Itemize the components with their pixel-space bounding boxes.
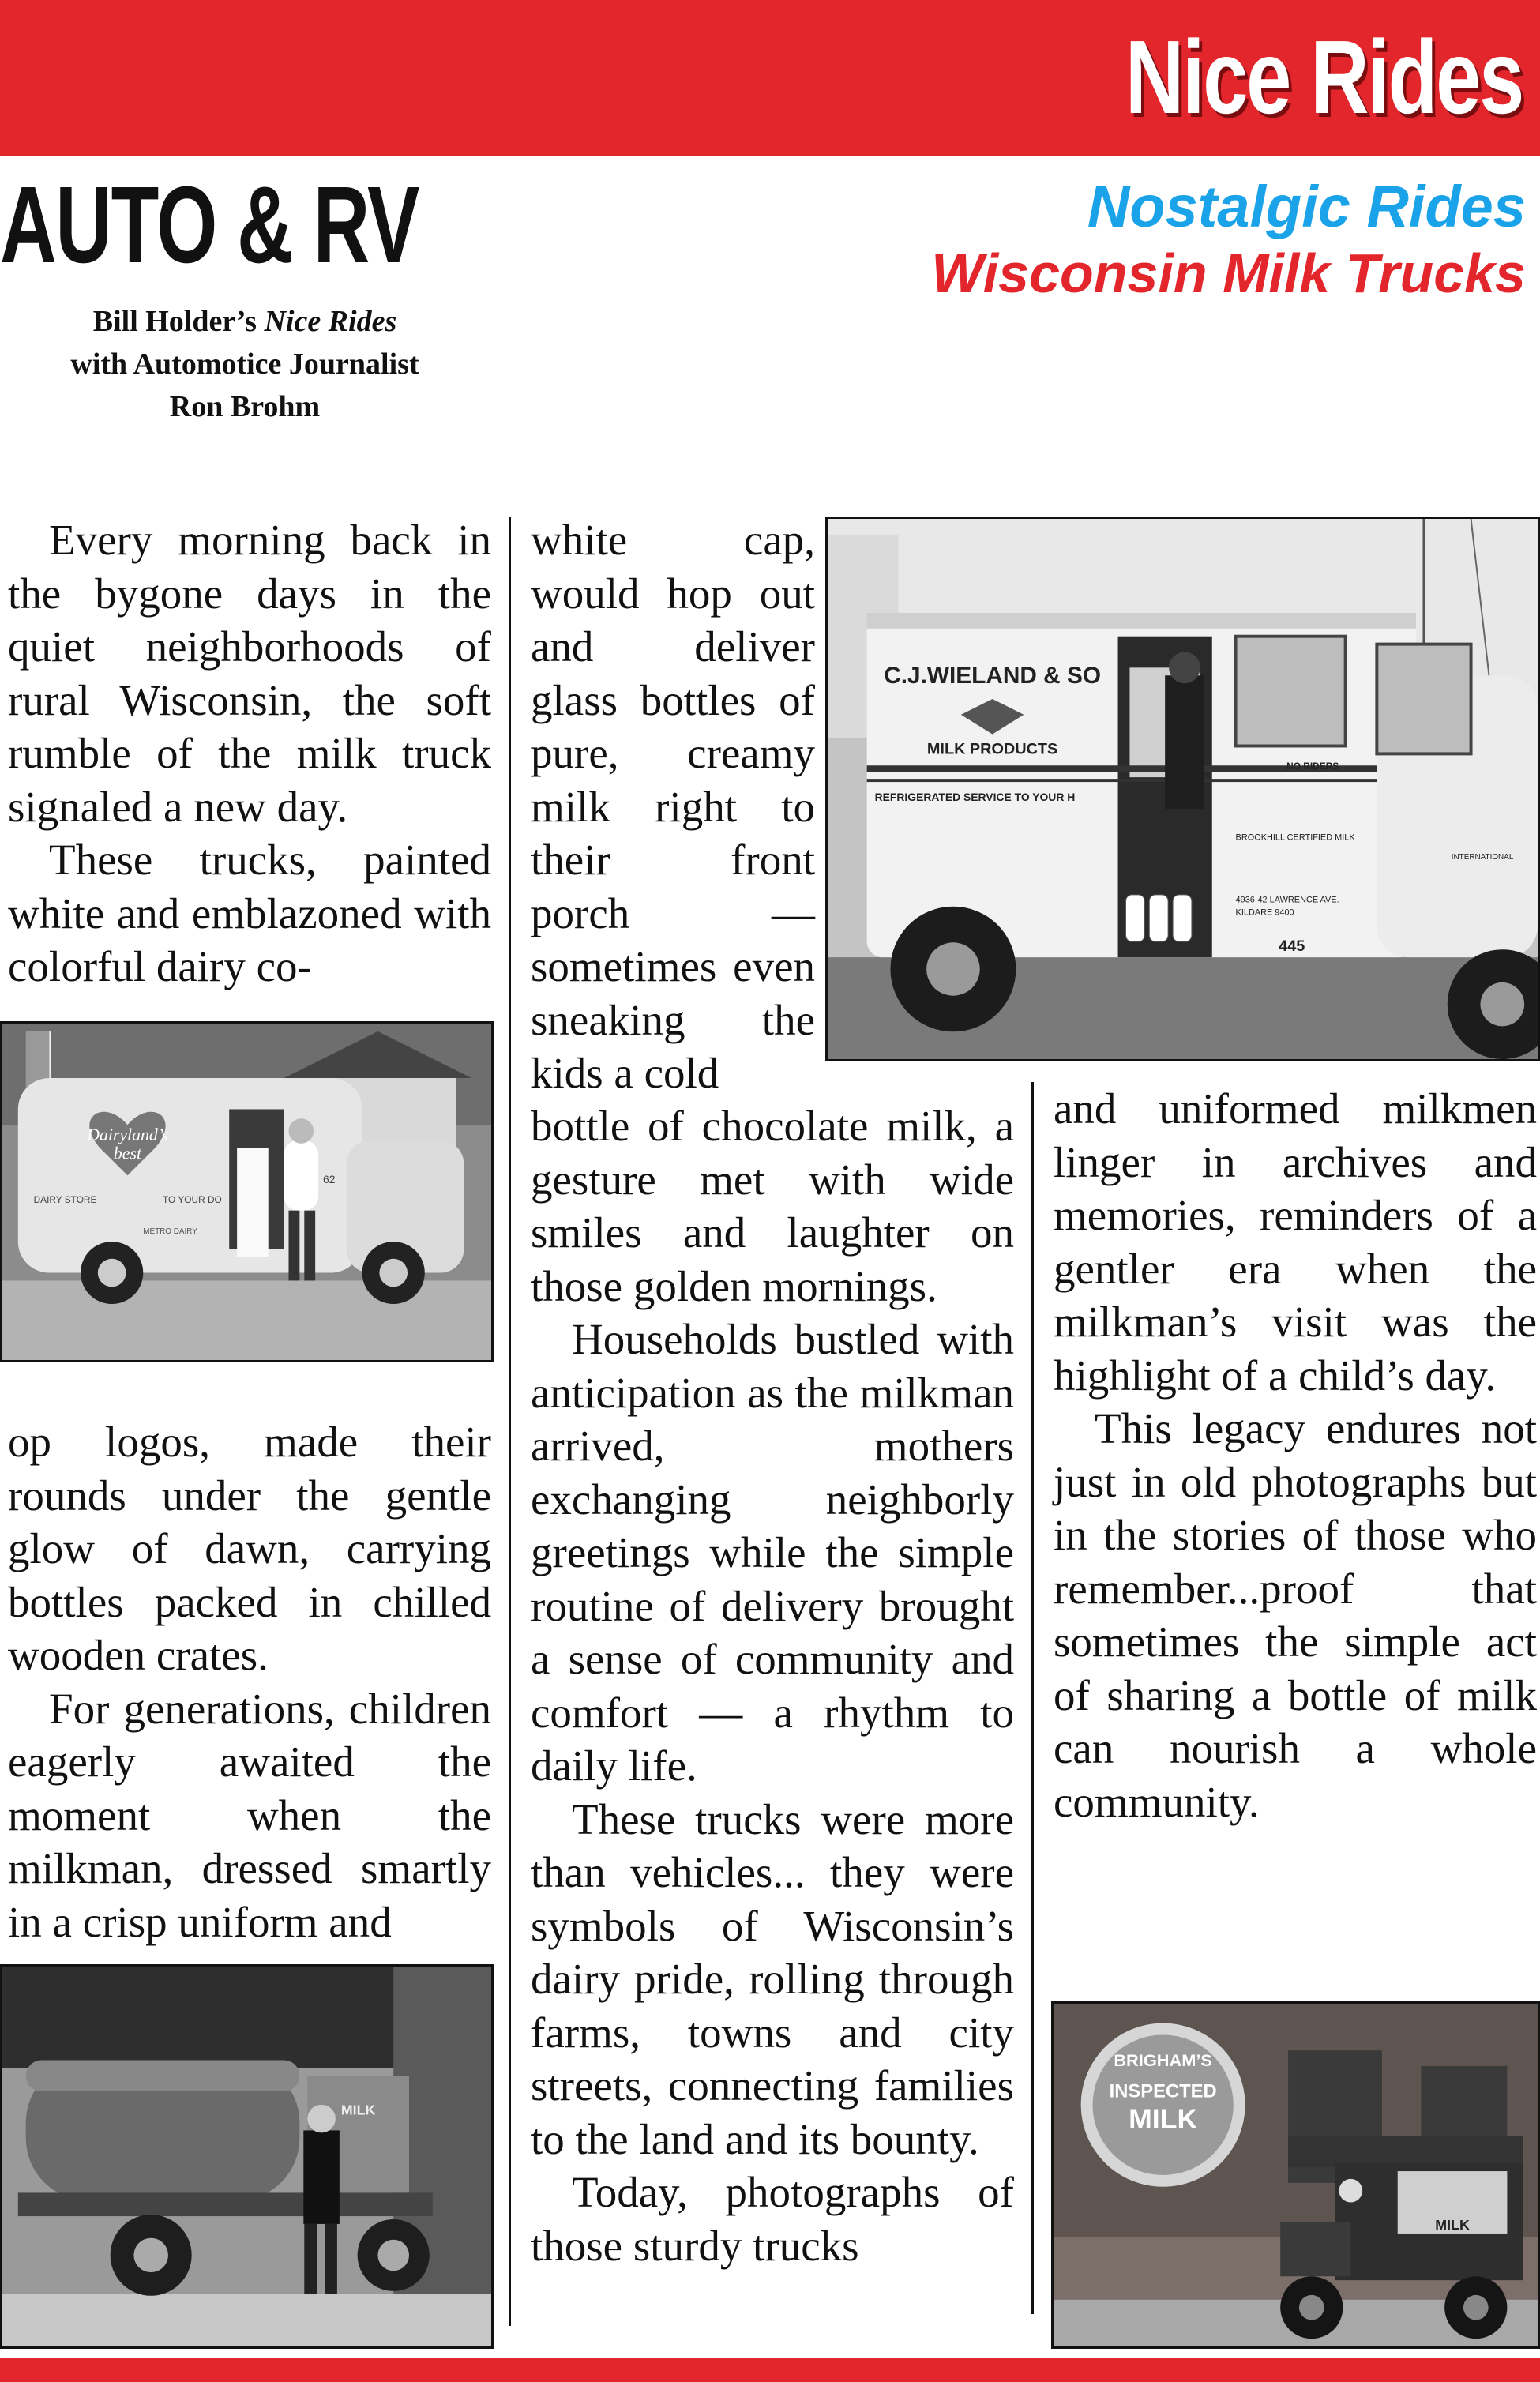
article-column-1-bottom xyxy=(8,1415,491,1948)
article-column-3 xyxy=(1054,1082,1537,1828)
footer-bar xyxy=(0,2358,1540,2382)
wieland-address: 4936-42 LAWRENCE AVE. xyxy=(1235,895,1339,905)
byline-line3: Ron Brohm xyxy=(169,390,321,423)
byline-line2: with Automotice Journalist xyxy=(70,348,419,381)
tanker-label: MILK xyxy=(340,2102,376,2118)
photo-dairyland-truck xyxy=(0,1021,494,1362)
column-rule-right xyxy=(1031,1082,1034,2314)
byline-line1: Bill Holder’s Nice Rides xyxy=(92,305,397,338)
paragraph: Households bustled with anticipation as the milkman arrived, mothers exchanging neighborly greetings while the simple routine of delivery brought a sense of community and comfort — a rhythm to daily life. xyxy=(531,1315,1014,1790)
article-column-2-wide xyxy=(531,1099,1014,2272)
dairyland-logo-line2: best xyxy=(113,1144,142,1163)
brighams-sign-milk: MILK xyxy=(1129,2102,1198,2135)
paragraph: This legacy endures not just in old photographs but in the stories of those who remember...proof that sometimes the simple act of sharing a bottle of milk can nourish a whole community. xyxy=(1054,1404,1537,1826)
paragraph: For generations, children eagerly awaited the moment when the milkman, dressed smartly in a crisp uniform and xyxy=(8,1684,491,1946)
dairyland-label-store: DAIRY STORE xyxy=(33,1193,97,1205)
paragraph: These trucks were more than vehicles... they were symbols of Wisconsin’s dairy pride, rolling through farms, towns and city streets, connecting families to the land and its bounty. xyxy=(531,1794,1014,2163)
brighams-truck-label: MILK xyxy=(1435,2217,1470,2234)
article-column-2-narrow xyxy=(531,513,815,1100)
paragraph: Today, photographs of those sturdy trucks xyxy=(531,2168,1014,2270)
wieland-products: MILK PRODUCTS xyxy=(926,740,1058,758)
byline xyxy=(0,300,490,428)
wieland-company: C.J.WIELAND & SO xyxy=(884,663,1102,689)
brighams-sign-name: BRIGHAM’S xyxy=(1114,2049,1212,2070)
dairyland-label-door: TO YOUR DO xyxy=(163,1193,222,1205)
paragraph: and uniformed milkmen linger in archives and memories, reminders of a gentler era when the milkman’s visit was the highlight of a child’s day. xyxy=(1054,1084,1537,1400)
header-banner xyxy=(0,0,1540,156)
kicker: Nostalgic Rides xyxy=(1087,174,1526,239)
dairyland-small-label: METRO DAIRY xyxy=(143,1227,197,1237)
wieland-badge: INTERNATIONAL xyxy=(1451,853,1514,862)
photo-wieland-truck xyxy=(825,517,1540,1061)
paragraph: white cap, would hop out and deliver glass bottles of pure, creamy milk right to their front porch — sometimes even sneaking the kids a cold xyxy=(531,516,815,1097)
dairyland-logo-line1: Dairyland’s xyxy=(87,1125,168,1144)
wieland-permit: 445 xyxy=(1279,937,1305,956)
wieland-side-label: BROOKHILL CERTIFIED MILK xyxy=(1235,832,1355,843)
wieland-door-sign: NO RIDERS xyxy=(1286,761,1339,772)
photo-brighams-truck xyxy=(1051,2001,1540,2349)
wieland-phone: KILDARE 9400 xyxy=(1235,907,1294,918)
paragraph: op logos, made their rounds under the gentle glow of dawn, carrying bottles packed in chilled wooden crates. xyxy=(8,1418,491,1679)
article-column-1-top xyxy=(8,513,491,994)
paragraph: These trucks, painted white and emblazoned with colorful dairy co- xyxy=(8,836,491,990)
column-rule-left xyxy=(509,517,511,2326)
photo-tanker-truck xyxy=(0,1964,494,2349)
paragraph: Every morning back in the bygone days in the quiet neighborhoods of rural Wisconsin, the soft rumble of the milk truck signaled a new day. xyxy=(8,516,491,831)
banner-title: Nice Rides xyxy=(1125,19,1523,135)
section-title: AUTO & RV xyxy=(0,164,419,286)
brighams-sign-inspected: INSPECTED xyxy=(1109,2081,1217,2102)
wieland-service: REFRIGERATED SERVICE TO YOUR H xyxy=(874,790,1076,803)
paragraph: bottle of chocolate milk, a gesture met with wide smiles and laughter on those golden mornings. xyxy=(531,1102,1014,1310)
dairyland-number: 62 xyxy=(323,1173,336,1186)
headline: Wisconsin Milk Trucks xyxy=(931,242,1526,304)
